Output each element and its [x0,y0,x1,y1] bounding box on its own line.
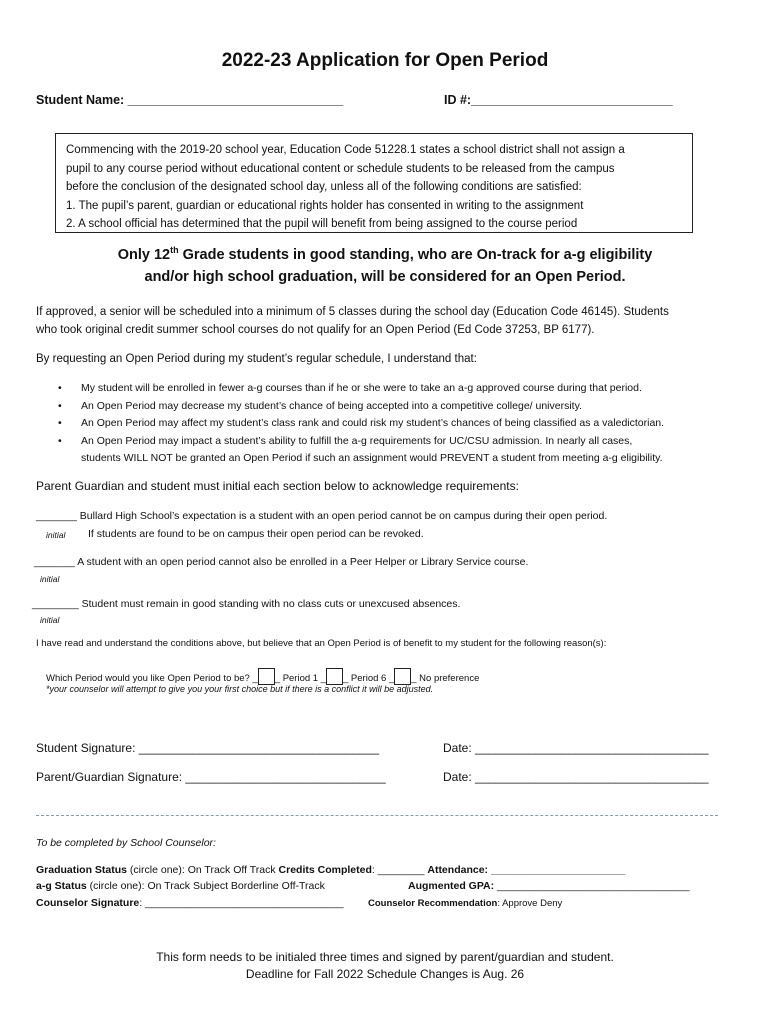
notice-line: 1. The pupil’s parent, guardian or educational rights holder has consented in writing to the assignment [66,199,584,212]
parent-date-field[interactable]: Date: ___________________________________ [443,770,709,784]
bullet-icon: • [58,417,62,429]
list-item: • An Open Period may impact a student’s ability to fulfill the a-g requirements for UC/CSU admission. In nearly all cases, [58,433,664,451]
counselor-heading: To be completed by School Counselor: [36,837,216,849]
counselor-note: *your counselor will attempt to give you your first choice but if there is a conflict it will be adjusted. [46,684,434,694]
ag-status-row: a-g Status (circle one): On Track Subject Borderline Off-Track [36,880,325,892]
notice-line: Commencing with the 2019-20 school year, Education Code 51228.1 states a school district shall not assign a [66,144,625,156]
approval-text-line: If approved, a senior will be scheduled into a minimum of 5 classes during the school day (Education Code 46145). Students [36,306,669,318]
list-item-continuation: students WILL NOT be granted an Open Period if such an assignment would PREVENT a student from meeting a-g eligibility. [81,452,663,464]
initial-label: initial [40,574,60,584]
understand-intro: By requesting an Open Period during my student’s regular schedule, I understand that: [36,353,477,365]
student-date-field[interactable]: Date: ___________________________________ [443,741,709,755]
bullet-icon: • [58,434,62,447]
eligibility-line-1: Only 12th Grade students in good standing, who are On-track for a-g eligibility [117,245,653,263]
period-1-label: _ Period 1 _ [274,673,326,684]
period-6-checkbox[interactable] [326,668,343,685]
period-6-label: _ Period 6 _ [343,673,395,684]
bullet-icon: • [58,382,62,394]
acknowledgement-list [58,380,664,468]
no-preference-label: _ No preference [411,673,480,684]
graduation-status-row: Graduation Status (circle one): On Track Off Track Credits Completed: ________ Attendance: _______________________ [36,864,626,876]
page-title: 2022-23 Application for Open Period [221,50,549,71]
initial-item-1-detail: If students are found to be on campus their open period can be revoked. [88,528,424,540]
counselor-signature-field[interactable]: Counselor Signature: __________________________________ [36,897,344,909]
footer-deadline: Deadline for Fall 2022 Schedule Changes is Aug. 26 [245,967,525,981]
initial-item-3[interactable]: ________ Student must remain in good standing with no class cuts or unexcused absences. [32,598,461,610]
eligibility-line-2: and/or high school graduation, will be considered for an Open Period. [144,269,626,285]
list-item: • An Open Period may decrease my student’s chance of being accepted into a competitive college/ university. [58,398,664,416]
initial-intro: Parent Guardian and student must initial each section below to acknowledge requirements: [36,479,519,493]
education-code-notice [55,133,693,233]
initial-label: initial [46,530,66,540]
student-signature-field[interactable]: Student Signature: ____________________________________ [36,741,379,755]
section-divider [36,815,718,816]
counselor-recommendation[interactable]: Counselor Recommendation: Approve Deny [368,898,563,909]
initial-label: initial [40,615,60,625]
initial-item-1[interactable]: _______ Bullard High School’s expectation is a student with an open period cannot be on campus during their open period. [36,510,608,522]
credits-completed-field[interactable]: Credits Completed [278,864,372,876]
period-choice [46,668,479,685]
bullet-icon: • [58,399,62,412]
footer-instructions: This form needs to be initialed three times and signed by parent/guardian and student. [156,950,614,964]
no-preference-checkbox[interactable] [394,668,411,685]
list-item: • An Open Period may affect my student’s class rank and could risk my student’s chances of being classified as a valedictorian. [58,415,664,433]
student-name-field[interactable]: Student Name: _______________________________ [36,93,344,107]
parent-signature-field[interactable]: Parent/Guardian Signature: ______________________________ [36,770,386,784]
student-id-field[interactable]: ID #:_____________________________ [444,93,673,107]
period-question: Which Period would you like Open Period to be? _ [46,673,258,684]
augmented-gpa-field[interactable]: Augmented GPA: _________________________________ [408,880,690,892]
approval-text-line: who took original credit summer school courses do not qualify for an Open Period (Ed Code 37253, BP 6177). [36,324,595,336]
notice-line: pupil to any course period without educational content or schedule students to be released from the campus [66,162,615,175]
attendance-field[interactable]: Attendance: _______________________ [427,864,626,876]
period-1-checkbox[interactable] [258,668,275,685]
list-item: • My student will be enrolled in fewer a-g courses than if he or she were to take an a-g approved course during that period. [58,380,664,398]
reason-text: I have read and understand the conditions above, but believe that an Open Period is of benefit to my student for the following reason(s): [36,638,607,649]
initial-item-2[interactable]: _______ A student with an open period cannot also be enrolled in a Peer Helper or Library Service course. [34,556,529,568]
notice-line: 2. A school official has determined that the pupil will benefit from being assigned to the course period [66,218,578,230]
notice-line: before the conclusion of the designated school day, unless all of the following conditions are satisfied: [66,181,582,193]
